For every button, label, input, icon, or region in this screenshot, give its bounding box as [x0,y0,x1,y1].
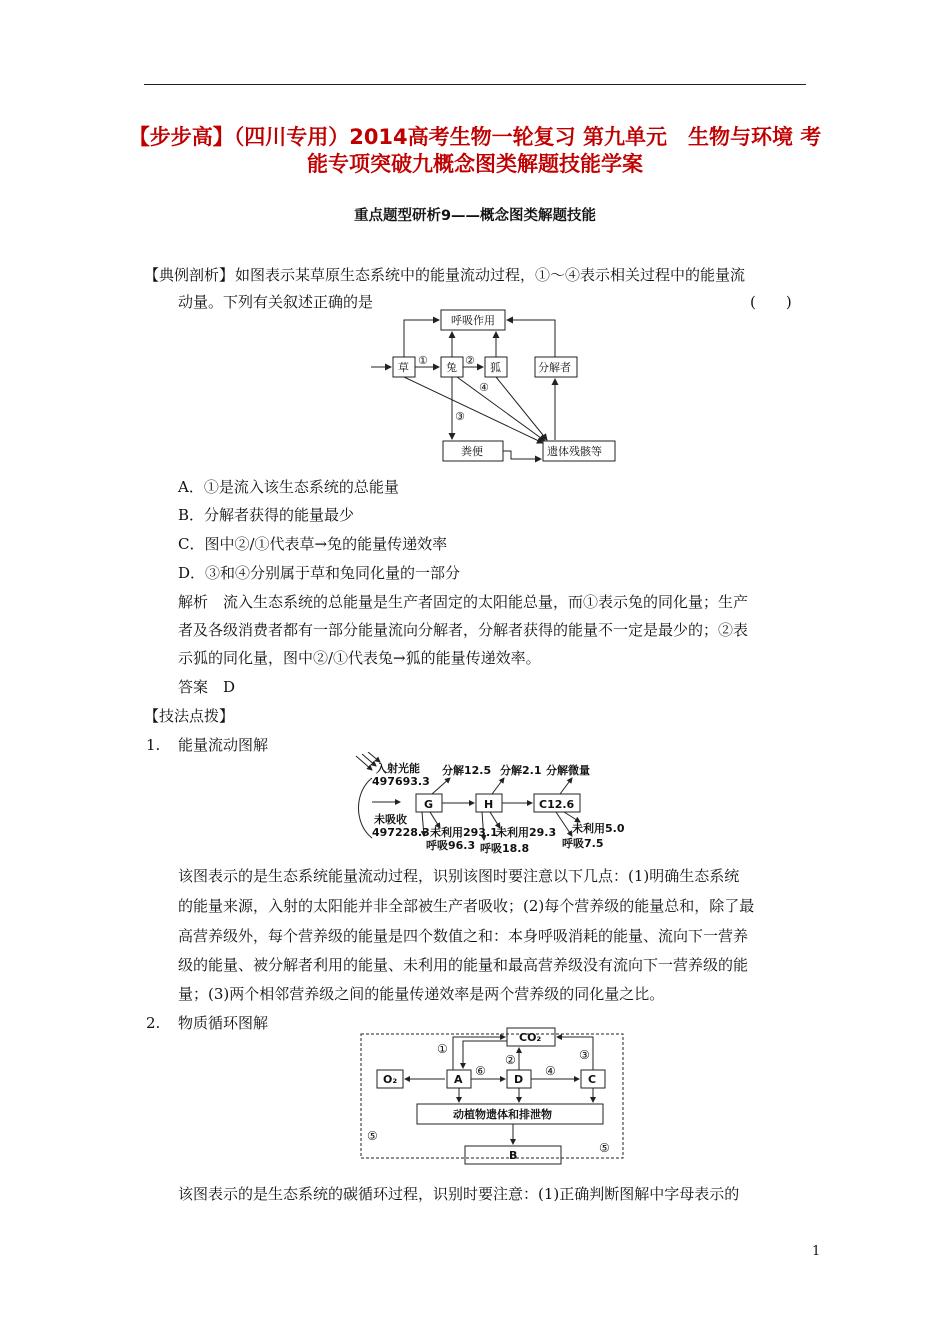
remains-label: 遗体残骸等 [547,445,602,458]
fox-label: 狐 [490,361,501,374]
respiration-label: 呼吸作用 [451,314,495,327]
step-1-label: ① [437,1042,448,1056]
energy-flow-diagram [365,305,625,465]
para-1-line-3: 高营养级外，每个营养级的能量是四个数值之和：本身呼吸消耗的能量、流向下一营养 [178,927,749,945]
decomp-2: 分解2.1 [500,764,542,777]
para-1-line-1: 该图表示的是生态系统能量流动过程，识别该图时要注意以下几点：(1)明确生态系统 [178,867,740,885]
unused-3: 未利用5.0 [572,822,625,835]
analysis-line-2: 者及各级消费者都有一部分能量流向分解者，分解者获得的能量不一定是最少的；②表 [178,621,749,639]
item-1-number: 1. [146,736,161,754]
para-1-line-4: 级的能量、被分解者利用的能量、未利用的能量和最高营养级没有流向下一营养级的能 [178,956,749,974]
page-title: 【步步高】（四川专用）2014高考生物一轮复习 第九单元 生物与环境 考能专项突破九概念图类解题技能学案 [128,125,822,176]
energy-values-diagram [350,752,640,854]
analysis-line-1: 解析 流入生态系统的总能量是生产者固定的太阳能总量，而①表示兔的同化量；生产 [178,593,749,611]
item-2-number: 2. [146,1014,161,1032]
flow-2-label: ② [465,354,475,367]
header-rule [144,84,806,85]
carbon-cycle-diagram [355,1024,627,1170]
feces-label: 粪便 [461,445,483,458]
resp-3: 呼吸7.5 [562,837,604,850]
decomposer-label: 分解者 [538,361,571,374]
section-subtitle: 重点题型研析9——概念图类解题技能 [353,208,597,224]
option-c: C．图中②/①代表草→兔的能量传递效率 [178,535,448,553]
sunlight-value: 497693.3 [372,775,430,788]
h-label: H [484,798,494,811]
unabsorbed-value: 497228.3 [372,826,430,839]
flow-3-label: ③ [455,410,465,423]
unabsorbed-label: 未吸收 [374,813,407,826]
a-label: A [454,1073,463,1086]
step-6-label: ⑥ [475,1064,486,1078]
co2-label: CO₂ [519,1031,542,1044]
resp-1: 呼吸96.3 [426,839,476,852]
example-line-1: 如图表示某草原生态系统中的能量流动过程，①～④表示相关过程中的能量流 [235,266,746,284]
decomp-3: 分解微量 [546,764,590,777]
para-1-line-2: 的能量来源，入射的太阳能并非全部被生产者吸收；(2)每个营养级的能量总和，除了最 [178,897,755,915]
option-b: B．分解者获得的能量最少 [178,506,355,524]
sunlight-label: 入射光能 [376,762,420,775]
step-5-right-label: ⑤ [599,1141,610,1155]
step-3-label: ③ [579,1048,590,1062]
rabbit-label: 兔 [446,361,457,374]
grass-label: 草 [398,361,409,374]
step-5-left-label: ⑤ [367,1129,378,1143]
para-1-line-5: 量；(3)两个相邻营养级之间的能量传递效率是两个营养级的同化量之比。 [178,985,665,1003]
o2-label: O₂ [383,1073,398,1086]
step-2-label: ② [505,1053,516,1067]
flow-4-label: ④ [479,381,489,394]
option-d: D．③和④分别属于草和兔同化量的一部分 [178,564,461,582]
example-line-2: 动量。下列有关叙述正确的是 [178,293,374,311]
unused-1: 未利用293.1 [430,826,498,839]
option-a: A．①是流入该生态系统的总能量 [178,478,399,496]
flow-1-label: ① [418,354,428,367]
skills-tag: 【技法点拨】 [144,707,235,725]
item-1-label: 能量流动图解 [178,736,269,754]
c-label: C12.6 [539,798,575,811]
g-label: G [424,798,434,811]
d-label: D [514,1073,524,1086]
unused-2: 未利用29.3 [496,826,557,839]
analysis-line-3: 示狐的同化量，图中②/①代表兔→狐的能量传递效率。 [178,649,541,667]
b-label: B [509,1149,518,1162]
answer: 答案 D [178,678,236,696]
c-label: C [588,1073,597,1086]
resp-2: 呼吸18.8 [480,842,530,854]
example-tag: 【典例剖析】 [144,266,235,284]
step-4-label: ④ [545,1064,556,1078]
para-2-line-1: 该图表示的是生态系统的碳循环过程，识别时要注意：(1)正确判断图解中字母表示的 [178,1185,740,1203]
page-number: 1 [812,1244,821,1259]
remains-label: 动植物遗体和排泄物 [453,1108,552,1121]
decomp-1: 分解12.5 [442,764,492,777]
answer-paren: ( ) [750,293,792,311]
item-2-label: 物质循环图解 [178,1014,269,1032]
